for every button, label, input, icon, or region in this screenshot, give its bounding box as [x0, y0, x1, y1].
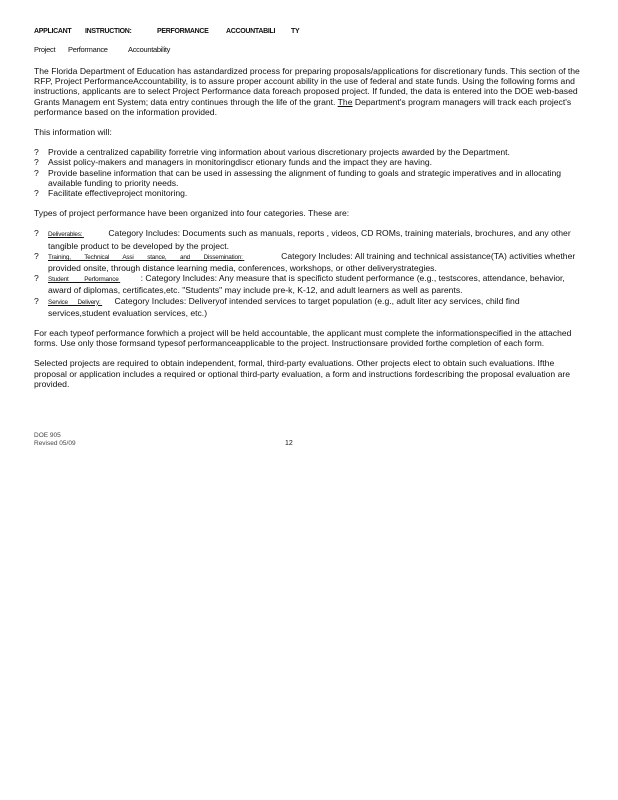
intro-text: The Florida Department of Education has astandardized process for preparing proposals/applications for discretionary funds. This section of the RFP, Project PerformanceAccountability, is to assure proper account ability in the use of federal and state funds. Using the following forms and instructions, applicants are to select Project Performance data foreach proposed project. If funded, the data is entered into the DOE web-based Grants Managem ent System; data entry continues through the life of the grant.: [34, 66, 580, 107]
category-label: Service Delivery:: [48, 298, 101, 306]
bullet-mark: ?: [34, 167, 39, 178]
category-label: Student Performance: [48, 276, 119, 284]
types-heading: Types of project performance have been organized into four categories. These are:: [34, 208, 350, 219]
bullet-mark: ?: [34, 273, 39, 284]
intro-underlined-word: The: [337, 96, 353, 107]
header-word-applicant: APPLICANT: [34, 28, 72, 35]
underline-blank: [82, 230, 108, 240]
page-footer: [34, 432, 582, 452]
category-text: Category Includes: All training and technical assistance(TA) activities whether provided onsite, through distance learning media, conferences, workshops, or other deliverystrategies.: [48, 250, 576, 274]
list-item: [34, 157, 582, 167]
list-item: [34, 188, 582, 198]
each-type-paragraph: For each typeof performance forwhich a project will be held accountable, the applicant must complete the informationspecified in the attached forms. Use only those formsand typesof performanceapplicable to the project. Instructionsare provided forthe completion of each form.: [34, 328, 572, 349]
list-item: [34, 168, 582, 188]
underline-blank: [101, 298, 115, 308]
category-item-student-performance: [34, 273, 582, 295]
page-number: 12: [285, 440, 293, 447]
list-item-text: Assist policy-makers and managers in monitoringdiscr etionary funds and the impact they are having.: [48, 157, 433, 168]
list-item: [34, 147, 582, 157]
page-header-title: [34, 28, 582, 40]
list-item-text: Facilitate effectiveproject monitoring.: [48, 188, 188, 199]
intro-tail: Department's program managers will track each project's performance based on the information provided.: [34, 96, 572, 117]
bullet-mark: ?: [34, 228, 39, 239]
category-text: : Category Includes: Any measure that is specificto student performance (e.g., testscores, attendance, behavior, award of diplomas, certificates,etc. "Students" may include pre-k, K-12, and adult learners as well as parents.: [48, 273, 565, 296]
revision-date: Revised 05/09: [34, 440, 76, 447]
category-item-training: [34, 251, 582, 273]
will-list: [34, 147, 582, 198]
category-text: Category Includes: Deliveryof intended services to target population (e.g., adult liter acy services, child find services,student evaluation services, etc.): [48, 295, 520, 318]
bullet-mark: ?: [34, 157, 39, 168]
underline-blank: [243, 253, 279, 263]
intro-paragraph: [34, 66, 582, 117]
header-word-accountabili: ACCOUNTABILI: [226, 28, 276, 35]
category-item-service-delivery: [34, 296, 582, 318]
subtitle-word-performance: Performance: [68, 45, 108, 54]
bullet-mark: ?: [34, 147, 39, 158]
header-word-instruction: INSTRUCTION:: [85, 28, 132, 35]
category-text: Category Includes: Documents such as manuals, reports , videos, CD ROMs, training materials, brochures, and any other tangible product to be developed by the project.: [48, 228, 571, 251]
page-header-subtitle: [34, 45, 582, 57]
subtitle-word-accountability: Accountability: [128, 45, 171, 54]
selected-projects-paragraph: Selected projects are required to obtain independent, formal, third-party evaluations. Other projects elect to obtain such evaluations. Ifthe proposal or application includes a required or optional third-party evaluation, a form and instructions fordescribing the proposal evaluation are provided.: [34, 358, 570, 389]
bullet-mark: ?: [34, 250, 39, 261]
header-word-ty: TY: [291, 28, 300, 35]
bullet-mark: ?: [34, 295, 39, 306]
list-item-text: Provide a centralized capability forretrie ving information about various discretionary projects awarded by the Department.: [48, 147, 510, 158]
will-heading: This information will:: [34, 127, 112, 138]
subtitle-word-project: Project: [34, 45, 56, 54]
category-item-deliverables: [34, 228, 582, 250]
category-list: [34, 228, 582, 318]
form-number: DOE 905: [34, 432, 61, 439]
category-label: Training, Technical Assi stance, and Dissemination:: [48, 253, 243, 261]
underline-blank: [119, 275, 141, 285]
category-label: Deliverables:: [48, 231, 83, 239]
document-body: [34, 66, 582, 399]
list-item-text: Provide baseline information that can be used in assessing the alignment of funding to goals and strategic imperatives and in allocating available funding to priority needs.: [48, 167, 562, 188]
header-word-performance: PERFORMANCE: [157, 28, 209, 35]
bullet-mark: ?: [34, 188, 39, 199]
